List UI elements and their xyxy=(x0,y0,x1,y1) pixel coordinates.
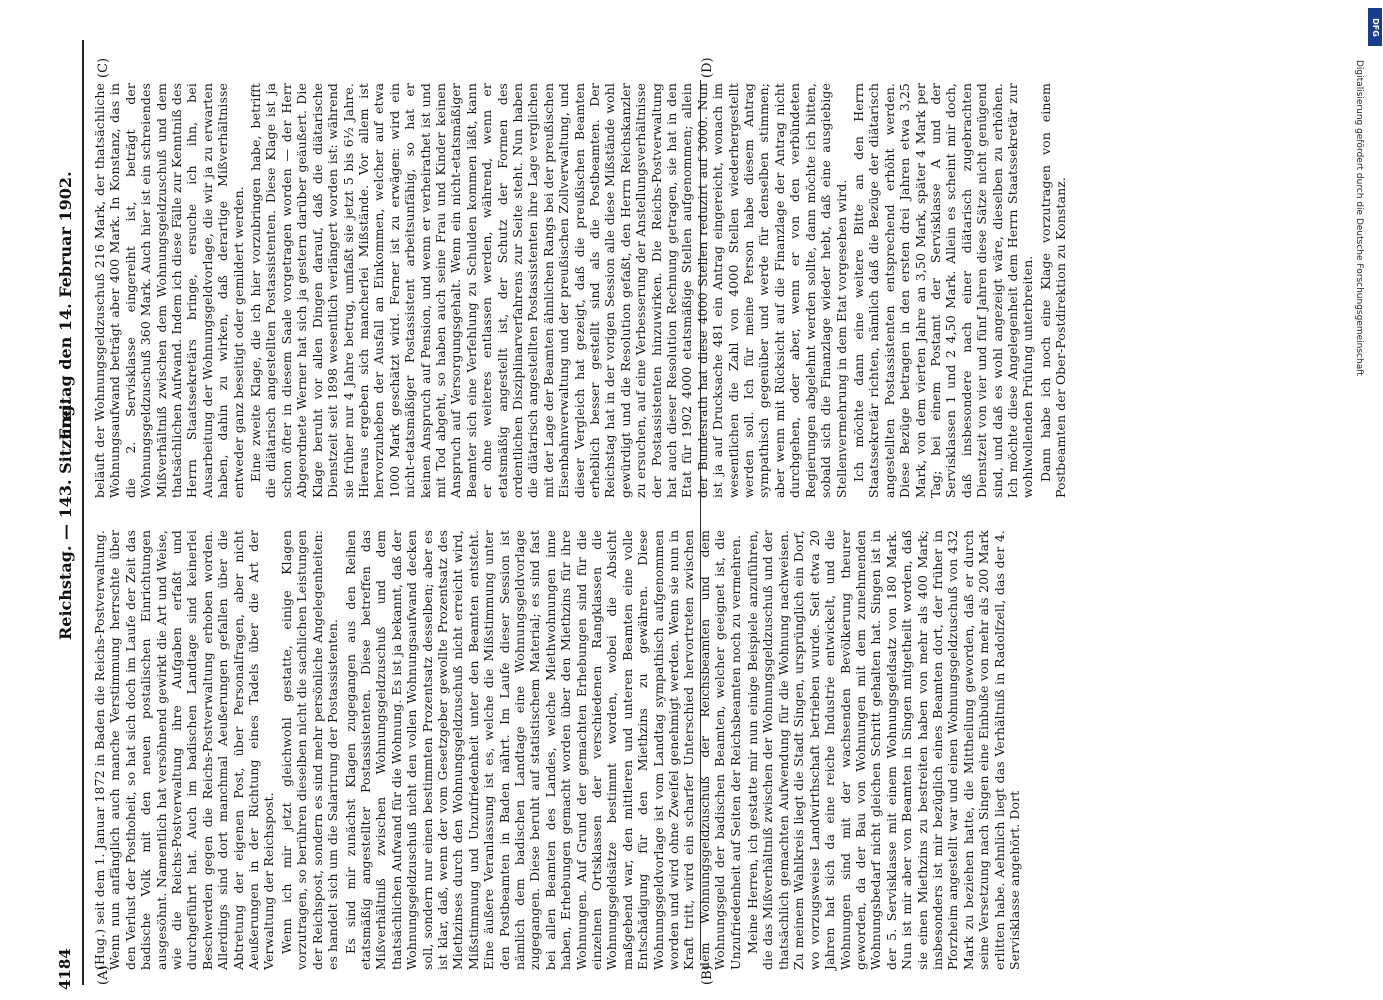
margin-mark-d: (D) xyxy=(700,57,715,78)
paragraph: Eine zweite Klage, die ich hier vorzubringen habe, betrifft die diätarisch angestellten Postassistenten. Diese Klage ist ja schon öfter in diesem Saale vorgetragen worden — der Herr Abgeordnete Werner hat sich ja gestern darüber geäußert. Die Klage beruht vor allen Dingen darauf, daß die diätarische Dienstzeit seit 1898 wesentlich verlängert worden ist: während sie früher nur 4 Jahre betrug, umfaßt sie jetzt 5 bis 6½ Jahre. Hieraus ergeben sich mancherlei Mißstände. Vor allem ist hervorzuheben der Ausfall an Einkommen, welcher auf etwa 1000 Mark geschätzt wird. Ferner ist zu erwägen: wird ein nicht-etatsmäßiger Postassistent arbeitsunfähig, so hat er keinen Anspruch auf Pension, und wenn er verheirathet ist und mit Tod abgeht, so haben auch seine Frau und Kinder keinen Anspruch auf Versorgungsgehalt. Wenn ein nicht-etatsmäßiger Beamter sich eine Verfehlung zu Schulden kommen läßt, kann er ohne weiteres entlassen werden, während, wenn er etatsmäßig angestellt ist, der Schutz der Formen des ordentlichen Disziplinarverfahrens zur Seite steht. Nun haben die diätarisch angestellten Postassistenten ihre Lage verglichen mit der Lage der Beamten ähnlichen Rangs bei der preußischen Eisenbahnverwaltung und der preußischen Zollverwaltung, und dieser Vergleich hat gezeigt, daß die preußischen Beamten erheblich besser gestellt sind als die Postbeamten. Der Reichstag hat in der vorigen Session alle diese Mißstände wohl gewürdigt und die Resolution gefaßt, den Herrn Reichskanzler zu ersuchen, auf eine Verbesserung der Anstellungsverhältnisse der Postassistenten hinzuwirken. Die Reichs-Postverwaltung hat auch dieser Resolution Rechnung getragen, sie hat in den Etat für 1902 4000 etatsmäßige Stellen aufgenommen; allein der Bundesrath hat diese 4000 Stellen reduzirt auf 3000. Nun ist ja auf Drucksache 481 ein Antrag eingereicht, wonach im wesentlichen die Zahl von 4000 Stellen wiederhergestellt werden soll. Ich für meine Person habe diesem Antrag sympathisch gegenüber und werde für denselben stimmen; aber wenn mit Rücksicht auf die Finanzlage der Antrag nicht durchgehen, oder aber, wenn er von den verbündeten Regierungen abgelehnt werden sollte, dann möchte ich bitten, sobald sich die Finanzlage wieder hebt, daß eine ausgiebige Stellenvermehrung in dem Etat vorgesehen wird. xyxy=(248,83,849,498)
margin-mark-b: (B) xyxy=(700,965,715,985)
paragraph: Meine Herren, ich gestatte mir nun einige Beispiele anzuführen, die das Mißverhältniß zwischen der Wohnungsgeldzuschuß und der thatsächlich gemachten Aufwendung für die Wohnung nachweisen. Zu meinem Wahlkreis liegt die Stadt Singen, ursprünglich ein Dorf, wo vorzugsweise Landwirthschaft betrieben wurde. Seit etwa 20 Jahren hat sich da eine reiche Industrie entwickelt, und die Wohnungen sind mit der wachsenden Bevölkerung theurer geworden, da der Bau von Wohnungen mit dem zunehmenden Wohnungsbedarf nicht gleichen Schritt gehalten hat. Singen ist in der 5. Servisklasse mit einem Wohnungsgeldsatz von 180 Mark. Nun ist mir aber von Beamten in Singen mitgetheilt worden, daß sie einen Miethzins zu bestreiten haben von mehr als 400 Mark; insbesonders ist mir bezüglich eines Beamten dort, der früher in Pforzheim angestellt war und einen Wohnungsgeldzuschuß von 432 Mark zu beziehen hatte, die Mittheilung geworden, daß er durch seine Versetzung nach Singen eine Einbuße von mehr als 200 Mark erlitten habe. Aehnlich liegt das Verhältniß in Radolfzell, das der 4. Servisklasse angehört. Dort xyxy=(745,530,1022,970)
paragraph: Dann habe ich noch eine Klage vorzutragen von einem Postbeamten der Ober-Postdirektion zu Konstanz. xyxy=(1037,83,1069,498)
text-column-left xyxy=(92,530,1022,970)
paragraph: beläuft der Wohnungsgeldzuschuß 216 Mark, der thatsächliche Wohnungsaufwand beträgt aber 400 Mark. In Konstanz, das in die 2. Servisklasse eingereiht ist, beträgt der Wohnungsgeldzuschuß 360 Mark. Auch hier ist ein schreiendes Mißverhältniß zwischen dem Wohnungsgeldzuschuß und dem thatsächlichen Aufwand. Indem ich diese Fälle zur Kenntniß des Herrn Staatssekretärs bringe, ersuche ich ihn, bei Ausarbeitung der Wohnungsgeldvorlage, die wir ja zu erwarten haben, dahin zu wirken, daß derartige Mißverhältnisse entweder ganz beseitigt oder gemildert werden. xyxy=(92,83,246,498)
header-right-title: Freitag den 14. Februar 1902. xyxy=(56,171,75,440)
margin-mark-c: (C) xyxy=(96,57,111,78)
paragraph: Ich möchte dann eine weitere Bitte an den Herrn Staatssekretär richten, nämlich daß die Bezüge der diätarisch angestellten Postassistenten entsprechend erhöht werden. Diese Bezüge betragen in den ersten drei Jahren etwa 3,25 Mark, von dem vierten Jahre an 3,50 Mark, später 4 Mark per Tag; bei einem Postamt der Servisklasse A und der Servisklassen 1 und 2 4,50 Mark. Allein es scheint mir doch, daß insbesondere nach einer diätarisch zugebrachten Dienstzeit von vier und fünf Jahren diese Sätze nicht genügend sind, und daß es wohl angezeigt wäre, dieselben zu erhöhen. Ich möchte diese Angelegenheit dem Herrn Staatssekretär zur wohlwollenden Prüfung unterbreiten. xyxy=(850,83,1036,498)
header-rule xyxy=(82,40,84,985)
page-number: 4184 xyxy=(56,948,74,990)
paragraph: Es sind mir zunächst Klagen zugegangen aus den Reihen etatsmäßig angestellter Postassistenten. Diese betreffen das Mißverhältniß zwischen Wohnungsgeldzuschuß und dem thatsächlichen Aufwand für die Wohnung. Es ist ja bekannt, daß der Wohnungsgeldzuschuß nicht den vollen Wohnungsaufwand decken soll, sondern nur einen bestimmten Prozentsatz desselben; aber es ist klar, daß, wenn der vom Gesetzgeber gewollte Prozentsatz des Miethzinses durch den Wohnungsgeldzuschuß nicht erreicht wird, Mißstimmung und Unzufriedenheit unter den Beamten entsteht. Eine äußere Veranlassung ist es, welche die Mißstimmung unter den Postbeamten in Baden nährt. Im Laufe dieser Session ist nämlich dem badischen Landtage eine Wohnungsgeldvorlage zugegangen. Diese beruht auf statistischem Material; es sind fast bei allen Beamten des Landes, welche Miethwohnungen inne haben, Erhebungen gemacht worden über den Miethzins für ihre Wohnungen. Auf Grund der gemachten Erhebungen sind für die einzelnen Ortsklassen der verschiedenen Rangklassen die Wohnungsgeldsätze bestimmt worden, wobei die Absicht maßgebend war, den mittleren und unteren Beamten eine volle Entschädigung für den Miethzins zu gewähren. Diese Wohnungsgeldvorlage ist vom Landtag sympathisch aufgenommen worden und wird ohne Zweifel genehmigt werden. Wenn sie nun in Kraft tritt, wird ein scharfer Unterschied hervortreten zwischen dem Wohnungsgeldzuschuß der Reichsbeamten und dem Wohnungsgeld der badischen Beamten, welcher geeignet ist, die Unzufriedenheit auf Seiten der Reichsbeamten noch zu vermehren. xyxy=(342,530,743,970)
paragraph: Wenn ich mir jetzt gleichwohl gestatte, einige Klagen vorzutragen, so berühren dieselben nicht die sachlichen Leistungen der Reichspost, sondern es sind mehr persönliche Angelegenheiten: es handelt sich um die Salarirung der Postassistenten. xyxy=(278,530,341,970)
header-left-title: Reichstag. — 143. Sitzung. xyxy=(56,399,75,640)
text-column-right xyxy=(92,83,1292,498)
dfg-logo: DFG xyxy=(1368,8,1382,46)
margin-mark-a: (A) xyxy=(96,965,111,985)
paragraph: (Hug.) seit dem 1. Januar 1872 in Baden die Reichs-Postverwaltung. Wenn nun anfänglich auch manche Verstimmung herrschte über den Verlust der Posthoheit, so hat sich doch im Laufe der Zeit das badische Volk mit den neuen postalischen Einrichtungen ausgesöhnt. Namentlich hat versöhnend gewirkt die Art und Weise, wie die Reichs-Postverwaltung ihre Aufgaben erfaßt und durchgeführt hat. Auch im badischen Landtage sind keinerlei Beschwerden gegen die Reichs-Postverwaltung erhoben worden. Allerdings sind dort manchmal Aeußerungen gefallen über die Abtretung der eigenen Post, über Personalfragen, aber nicht Aeußerungen in der Richtung eines Tadels über die Art der Verwaltung der Reichspost. xyxy=(92,530,277,970)
digitization-note: Digitalisierung gefördert durch die Deutsche Forschungsgemeinschaft xyxy=(1354,60,1364,376)
